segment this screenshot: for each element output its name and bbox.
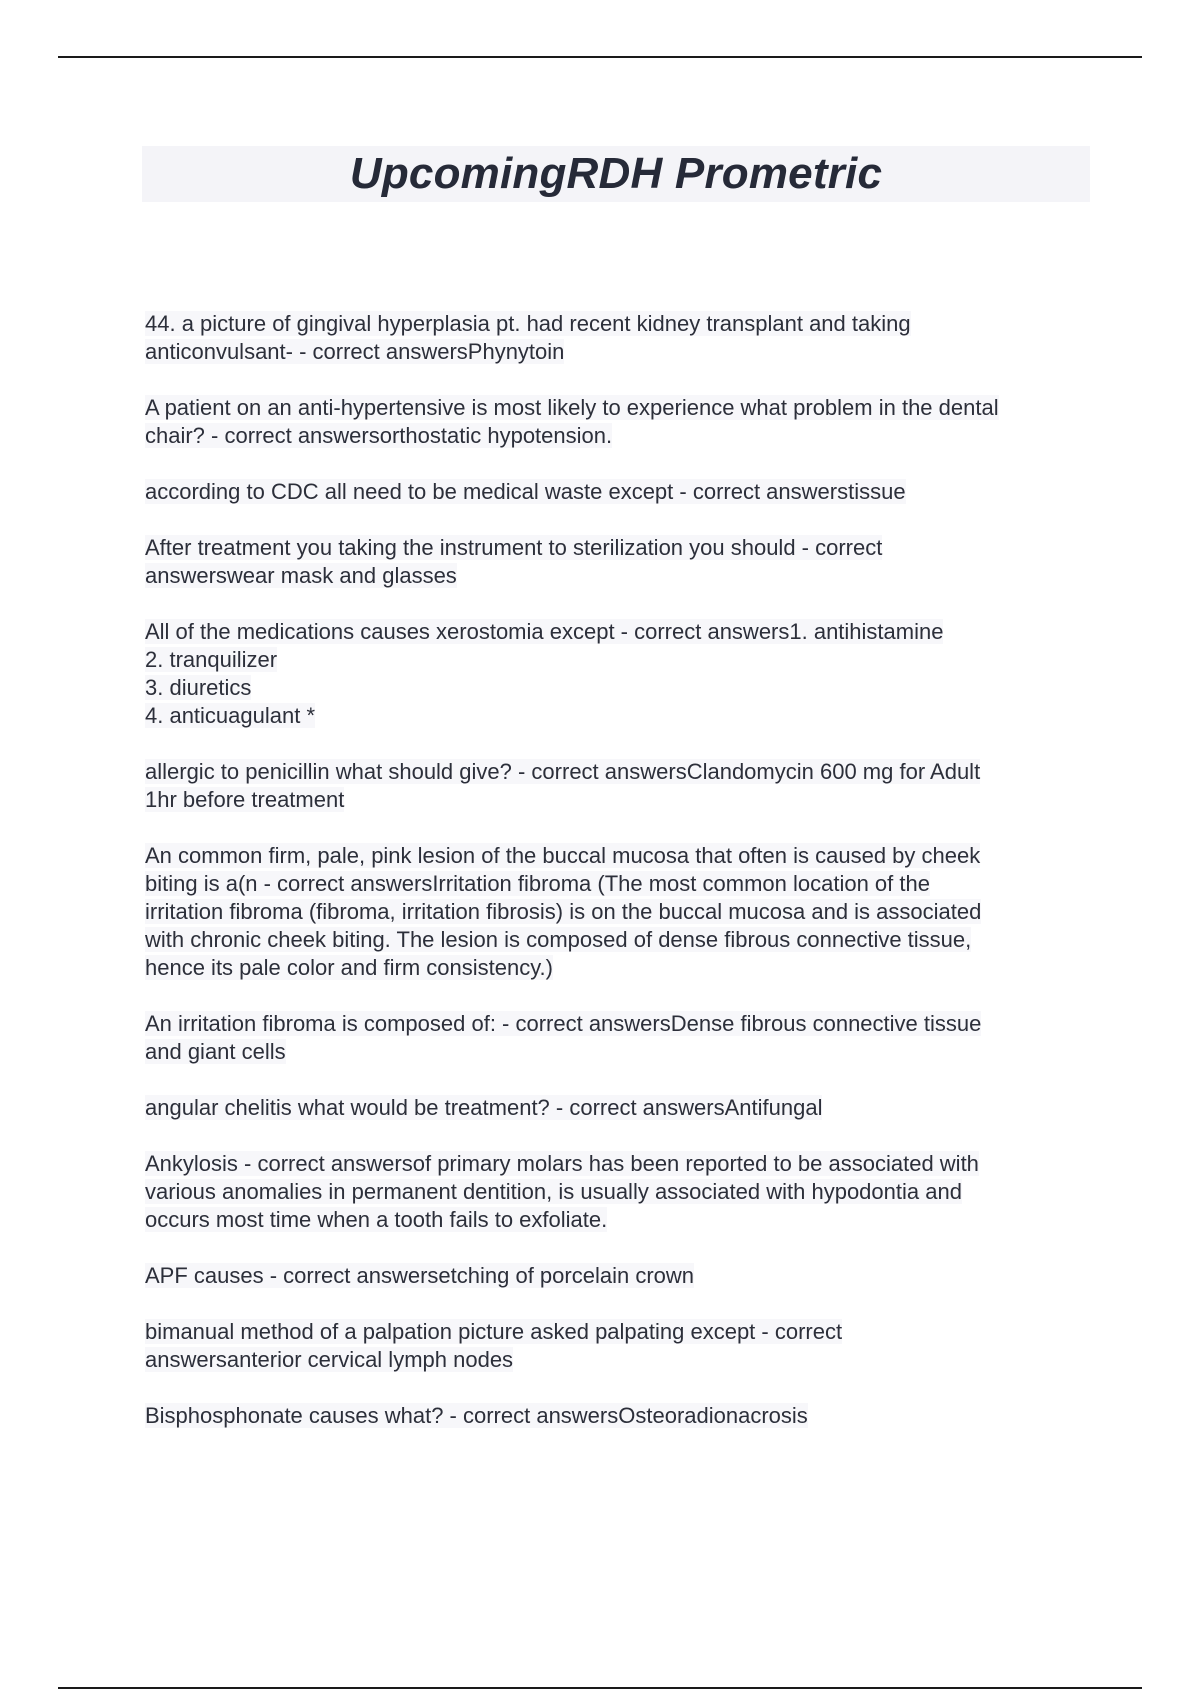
entry-line: 2. tranquilizer <box>145 647 278 672</box>
qa-list <box>145 310 1090 1458</box>
title-band <box>142 146 1090 202</box>
entry-line: allergic to penicillin what should give? - correct answersClandomycin 600 mg for Adult <box>145 759 981 784</box>
entry-line: An irritation fibroma is composed of: - correct answersDense fibrous connective tissue <box>145 1011 982 1036</box>
qa-entry <box>145 1010 1090 1066</box>
qa-entry <box>145 1318 1090 1374</box>
entry-line: answerswear mask and glasses <box>145 563 457 588</box>
entry-line: 3. diuretics <box>145 675 252 700</box>
entry-line: according to CDC all need to be medical waste except - correct answerstissue <box>145 479 906 504</box>
qa-entry <box>145 1150 1090 1234</box>
entry-line: chair? - correct answersorthostatic hypotension. <box>145 423 613 448</box>
entry-line: angular chelitis what would be treatment? - correct answersAntifungal <box>145 1095 823 1120</box>
qa-entry <box>145 478 1090 506</box>
entry-line: answersanterior cervical lymph nodes <box>145 1347 514 1372</box>
qa-entry <box>145 842 1090 982</box>
entry-line: After treatment you taking the instrument to sterilization you should - correct <box>145 535 883 560</box>
entry-line: APF causes - correct answersetching of porcelain crown <box>145 1263 695 1288</box>
entry-line: 4. anticuagulant * <box>145 703 316 728</box>
entry-line: various anomalies in permanent dentition, is usually associated with hypodontia and <box>145 1179 962 1204</box>
qa-entry <box>145 618 1090 730</box>
entry-line: anticonvulsant- - correct answersPhynytoin <box>145 339 565 364</box>
entry-line: occurs most time when a tooth fails to exfoliate. <box>145 1207 608 1232</box>
bottom-rule <box>58 1687 1142 1689</box>
qa-entry <box>145 534 1090 590</box>
entry-line: All of the medications causes xerostomia except - correct answers1. antihistamine <box>145 619 944 644</box>
qa-entry <box>145 758 1090 814</box>
entry-line: irritation fibroma (fibroma, irritation fibrosis) is on the buccal mucosa and is associated <box>145 899 982 924</box>
qa-entry <box>145 1402 1090 1430</box>
entry-line: An common firm, pale, pink lesion of the buccal mucosa that often is caused by cheek <box>145 843 981 868</box>
qa-entry <box>145 310 1090 366</box>
entry-line: 1hr before treatment <box>145 787 345 812</box>
top-rule <box>58 56 1142 58</box>
entry-line: A patient on an anti-hypertensive is most likely to experience what problem in the dental <box>145 395 999 420</box>
entry-line: Ankylosis - correct answersof primary molars has been reported to be associated with <box>145 1151 979 1176</box>
entry-line: biting is a(n - correct answersIrritation fibroma (The most common location of the <box>145 871 930 896</box>
qa-entry <box>145 1094 1090 1122</box>
entry-line: hence its pale color and firm consistency.) <box>145 955 553 980</box>
qa-entry <box>145 394 1090 450</box>
entry-line: 44. a picture of gingival hyperplasia pt. had recent kidney transplant and taking <box>145 311 911 336</box>
qa-entry <box>145 1262 1090 1290</box>
entry-line: bimanual method of a palpation picture asked palpating except - correct <box>145 1319 843 1344</box>
page-title: UpcomingRDH Prometric <box>349 149 883 198</box>
entry-line: and giant cells <box>145 1039 286 1064</box>
entry-line: Bisphosphonate causes what? - correct answersOsteoradionacrosis <box>145 1403 808 1428</box>
entry-line: with chronic cheek biting. The lesion is composed of dense fibrous connective tissue, <box>145 927 972 952</box>
